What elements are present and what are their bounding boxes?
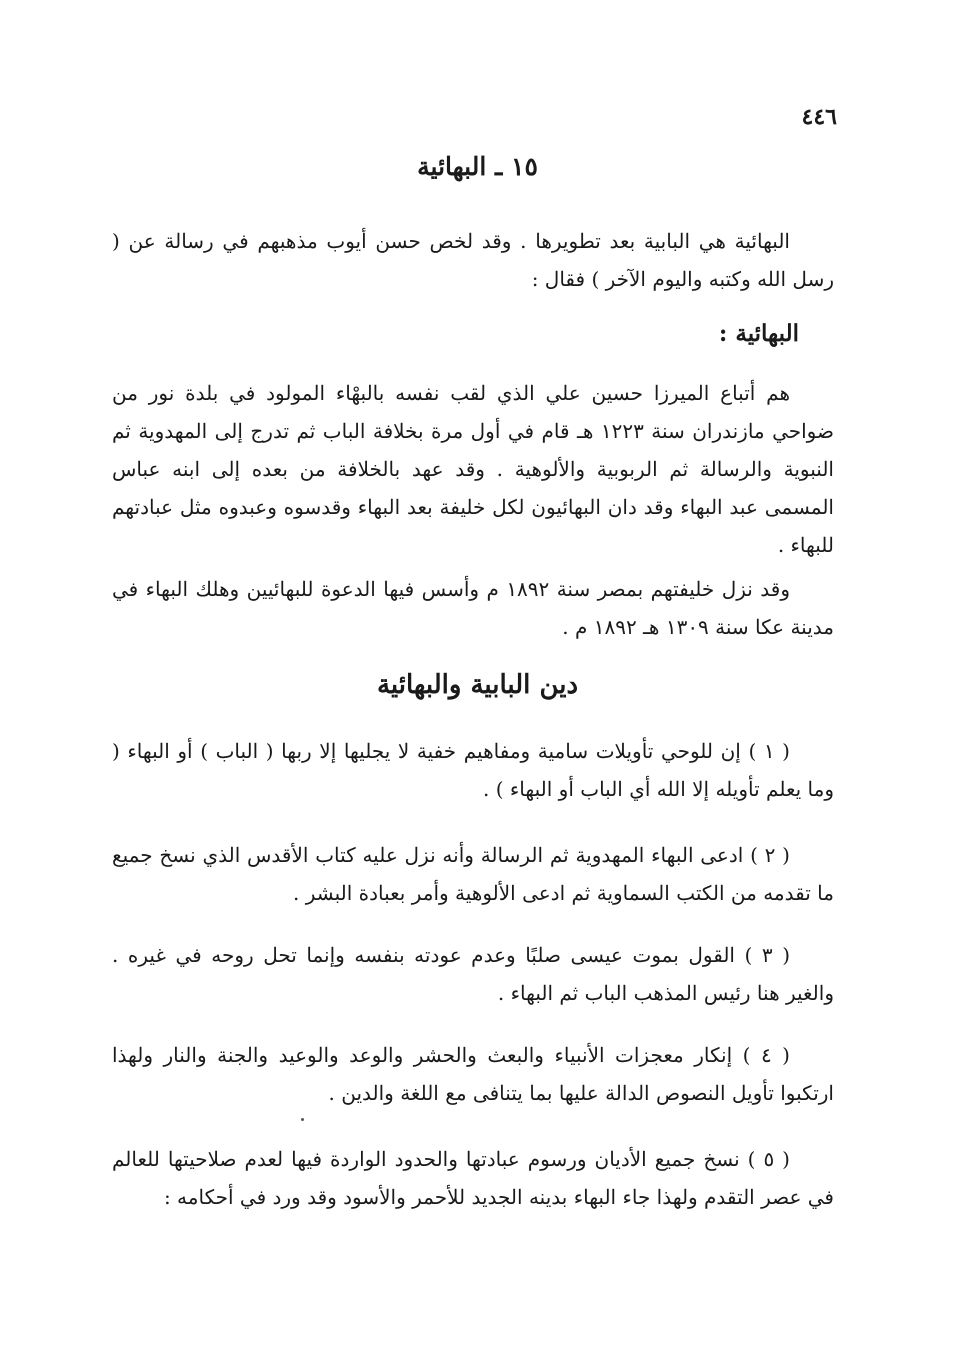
section-title: دين البابية والبهائية <box>376 670 579 700</box>
list-item: ( ٣ ) القول بموت عيسى صلبًا وعدم عودته بنفسه وإنما تحل روحه في غيره . والغير هنا رئيس المذهب الباب ثم البهاء . <box>112 943 834 1005</box>
body-paragraph: هم أتباع الميرزا حسين علي الذي لقب نفسه بالبهْاء المولود في بلدة نور من ضواحي مازندران سنة ١٢٢٣ هـ قام في أول مرة بخلافة الباب ثم تدرج إلى المهدوية ثم النبوية والرسالة ثم الربوبية والألوهية . وقد عهد بالخلافة من بعده إلى ابنه عباس المسمى عبد البهاء وقد دان البهائيون لكل خليفة بعد البهاء وقدسوه وعبدوه مثل عبادتهم للبهاء . <box>112 381 834 557</box>
list-item: ( ٥ ) نسخ جميع الأديان ورسوم عبادتها والحدود الواردة فيها لعدم صلاحيتها للعالم في عصر التقدم ولهذا جاء البهاء بدينه الجديد للأحمر والأسود وقد ورد في أحكامه : <box>112 1147 834 1209</box>
list-item: ( ٢ ) ادعى البهاء المهدوية ثم الرسالة وأنه نزل عليه كتاب الأقدس الذي نسخ جميع ما تقدمه من الكتب السماوية ثم ادعى الألوهية وأمر بعبادة البشر . <box>112 843 834 905</box>
list-item: ( ١ ) إن للوحي تأويلات سامية ومفاهيم خفية لا يجليها إلا ربها ( الباب ) أو البهاء ( وما يعلم تأويله إلا الله أي الباب أو البهاء ) . <box>112 739 834 801</box>
intro-paragraph: البهائية هي البابية بعد تطويرها . وقد لخص حسن أيوب مذهبهم في رسالة عن ( رسل الله وكتبه واليوم الآخر ) فقال : <box>112 229 834 291</box>
chapter-title: ١٥ ـ البهائية <box>417 152 538 181</box>
page-number: ٤٤٦ <box>801 104 837 130</box>
list-item: ( ٤ ) إنكار معجزات الأنبياء والبعث والحشر والوعد والوعيد والجنة والنار ولهذا ارتكبوا تأويل النصوص الدالة عليها بما يتنافى مع اللغة والدين . <box>112 1043 834 1105</box>
body-paragraph: وقد نزل خليفتهم بمصر سنة ١٨٩٢ م وأسس فيها الدعوة للبهائيين وهلك البهاء في مدينة عكا سنة ١٣٠٩ هـ ١٨٩٢ م . <box>112 577 834 639</box>
subheading: البهائية : <box>718 320 799 347</box>
speck <box>301 1118 304 1121</box>
